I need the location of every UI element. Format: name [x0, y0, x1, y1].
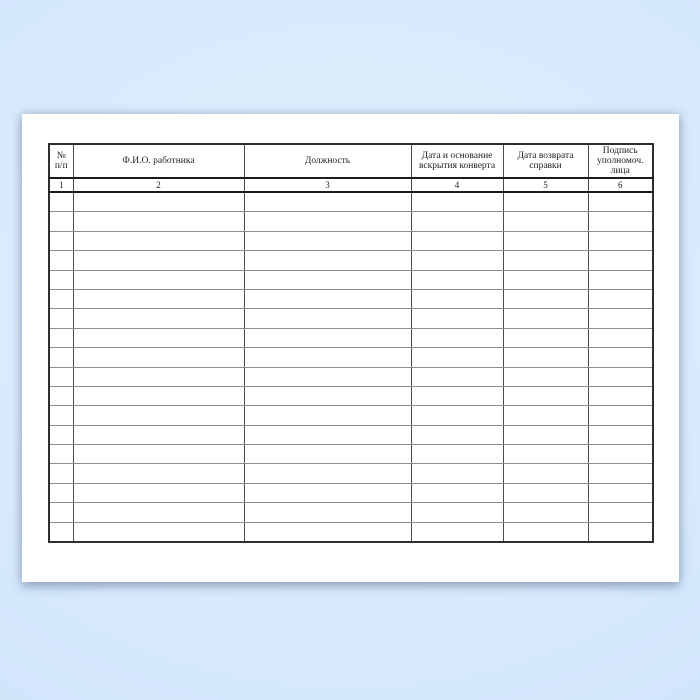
- empty-cell-certificate-return: [503, 483, 588, 502]
- empty-cell-signature: [588, 231, 653, 250]
- empty-cell-employee-name: [73, 309, 244, 328]
- empty-cell-certificate-return: [503, 464, 588, 483]
- empty-cell-certificate-return: [503, 212, 588, 231]
- document-page: [22, 114, 679, 582]
- column-number-3: 3: [244, 178, 411, 192]
- empty-cell-signature: [588, 406, 653, 425]
- empty-cell-employee-name: [73, 251, 244, 270]
- empty-cell-signature: [588, 386, 653, 405]
- empty-cell-envelope-opening: [411, 425, 503, 444]
- empty-row: [49, 367, 653, 386]
- empty-cell-signature: [588, 289, 653, 308]
- empty-cell-signature: [588, 483, 653, 502]
- empty-cell-signature: [588, 251, 653, 270]
- journal-table: [48, 143, 654, 543]
- empty-row: [49, 270, 653, 289]
- empty-cell-employee-name: [73, 406, 244, 425]
- empty-cell-employee-name: [73, 231, 244, 250]
- empty-cell-envelope-opening: [411, 522, 503, 542]
- empty-cell-employee-name: [73, 425, 244, 444]
- empty-cell-position: [244, 425, 411, 444]
- empty-cell-number: [49, 483, 73, 502]
- empty-cell-number: [49, 445, 73, 464]
- empty-row: [49, 386, 653, 405]
- empty-cell-envelope-opening: [411, 231, 503, 250]
- empty-cell-certificate-return: [503, 328, 588, 347]
- empty-cell-certificate-return: [503, 348, 588, 367]
- empty-cell-signature: [588, 464, 653, 483]
- empty-cell-position: [244, 309, 411, 328]
- empty-cell-employee-name: [73, 289, 244, 308]
- empty-cell-number: [49, 386, 73, 405]
- empty-cell-position: [244, 522, 411, 542]
- table-body: [49, 192, 653, 542]
- empty-cell-position: [244, 406, 411, 425]
- empty-row: [49, 231, 653, 250]
- empty-cell-employee-name: [73, 367, 244, 386]
- header-cell-position: Должность: [244, 144, 411, 178]
- empty-cell-certificate-return: [503, 406, 588, 425]
- empty-cell-envelope-opening: [411, 289, 503, 308]
- header-cell-envelope-opening: Дата и основание вскрытия конверта: [411, 144, 503, 178]
- empty-cell-certificate-return: [503, 309, 588, 328]
- empty-cell-position: [244, 483, 411, 502]
- column-number-2: 2: [73, 178, 244, 192]
- empty-cell-signature: [588, 367, 653, 386]
- empty-cell-signature: [588, 503, 653, 522]
- empty-cell-position: [244, 348, 411, 367]
- empty-cell-number: [49, 289, 73, 308]
- empty-cell-employee-name: [73, 270, 244, 289]
- empty-cell-certificate-return: [503, 503, 588, 522]
- empty-row: [49, 192, 653, 212]
- empty-cell-signature: [588, 212, 653, 231]
- empty-cell-signature: [588, 270, 653, 289]
- empty-cell-number: [49, 192, 73, 212]
- empty-cell-number: [49, 212, 73, 231]
- empty-cell-signature: [588, 425, 653, 444]
- header-cell-signature: Подпись уполномоч. лица: [588, 144, 653, 178]
- empty-cell-envelope-opening: [411, 367, 503, 386]
- empty-cell-position: [244, 251, 411, 270]
- empty-cell-signature: [588, 328, 653, 347]
- empty-row: [49, 522, 653, 542]
- header-cell-employee-name: Ф.И.О. работника: [73, 144, 244, 178]
- empty-row: [49, 309, 653, 328]
- empty-cell-employee-name: [73, 386, 244, 405]
- empty-cell-envelope-opening: [411, 386, 503, 405]
- empty-cell-number: [49, 270, 73, 289]
- empty-cell-envelope-opening: [411, 270, 503, 289]
- empty-cell-envelope-opening: [411, 251, 503, 270]
- column-number-6: 6: [588, 178, 653, 192]
- empty-cell-envelope-opening: [411, 406, 503, 425]
- empty-cell-position: [244, 386, 411, 405]
- empty-cell-certificate-return: [503, 367, 588, 386]
- empty-row: [49, 289, 653, 308]
- empty-row: [49, 445, 653, 464]
- empty-row: [49, 464, 653, 483]
- empty-cell-position: [244, 503, 411, 522]
- empty-cell-employee-name: [73, 192, 244, 212]
- column-number-1: 1: [49, 178, 73, 192]
- empty-cell-signature: [588, 445, 653, 464]
- column-number-4: 4: [411, 178, 503, 192]
- empty-cell-position: [244, 270, 411, 289]
- empty-cell-employee-name: [73, 348, 244, 367]
- empty-cell-number: [49, 251, 73, 270]
- empty-cell-position: [244, 328, 411, 347]
- empty-cell-number: [49, 367, 73, 386]
- empty-row: [49, 483, 653, 502]
- empty-row: [49, 503, 653, 522]
- header-row: [49, 144, 653, 178]
- empty-cell-signature: [588, 522, 653, 542]
- empty-cell-certificate-return: [503, 192, 588, 212]
- empty-cell-position: [244, 192, 411, 212]
- empty-cell-certificate-return: [503, 445, 588, 464]
- empty-cell-certificate-return: [503, 522, 588, 542]
- empty-cell-envelope-opening: [411, 483, 503, 502]
- empty-cell-signature: [588, 309, 653, 328]
- empty-cell-position: [244, 289, 411, 308]
- empty-cell-position: [244, 231, 411, 250]
- empty-cell-envelope-opening: [411, 503, 503, 522]
- empty-row: [49, 425, 653, 444]
- empty-cell-envelope-opening: [411, 445, 503, 464]
- column-numbers-row: [49, 178, 653, 192]
- empty-cell-envelope-opening: [411, 192, 503, 212]
- empty-cell-number: [49, 425, 73, 444]
- empty-cell-employee-name: [73, 522, 244, 542]
- empty-cell-position: [244, 367, 411, 386]
- empty-cell-certificate-return: [503, 289, 588, 308]
- empty-cell-position: [244, 464, 411, 483]
- empty-row: [49, 328, 653, 347]
- empty-cell-envelope-opening: [411, 309, 503, 328]
- empty-cell-envelope-opening: [411, 348, 503, 367]
- empty-cell-signature: [588, 348, 653, 367]
- empty-cell-number: [49, 406, 73, 425]
- empty-cell-envelope-opening: [411, 464, 503, 483]
- header-cell-certificate-return: Дата возврата справки: [503, 144, 588, 178]
- empty-cell-certificate-return: [503, 425, 588, 444]
- empty-cell-employee-name: [73, 212, 244, 231]
- empty-cell-number: [49, 328, 73, 347]
- empty-cell-certificate-return: [503, 270, 588, 289]
- empty-cell-employee-name: [73, 483, 244, 502]
- empty-cell-signature: [588, 192, 653, 212]
- empty-cell-employee-name: [73, 503, 244, 522]
- empty-cell-certificate-return: [503, 251, 588, 270]
- empty-row: [49, 212, 653, 231]
- empty-cell-number: [49, 348, 73, 367]
- empty-cell-number: [49, 464, 73, 483]
- empty-row: [49, 251, 653, 270]
- empty-row: [49, 406, 653, 425]
- empty-cell-envelope-opening: [411, 212, 503, 231]
- empty-cell-number: [49, 503, 73, 522]
- empty-cell-envelope-opening: [411, 328, 503, 347]
- empty-cell-number: [49, 309, 73, 328]
- empty-row: [49, 348, 653, 367]
- empty-cell-number: [49, 522, 73, 542]
- empty-cell-position: [244, 445, 411, 464]
- empty-cell-employee-name: [73, 464, 244, 483]
- empty-cell-certificate-return: [503, 386, 588, 405]
- column-number-5: 5: [503, 178, 588, 192]
- empty-cell-position: [244, 212, 411, 231]
- empty-cell-employee-name: [73, 445, 244, 464]
- empty-cell-number: [49, 231, 73, 250]
- header-cell-number: № п/п: [49, 144, 73, 178]
- empty-cell-certificate-return: [503, 231, 588, 250]
- empty-cell-employee-name: [73, 328, 244, 347]
